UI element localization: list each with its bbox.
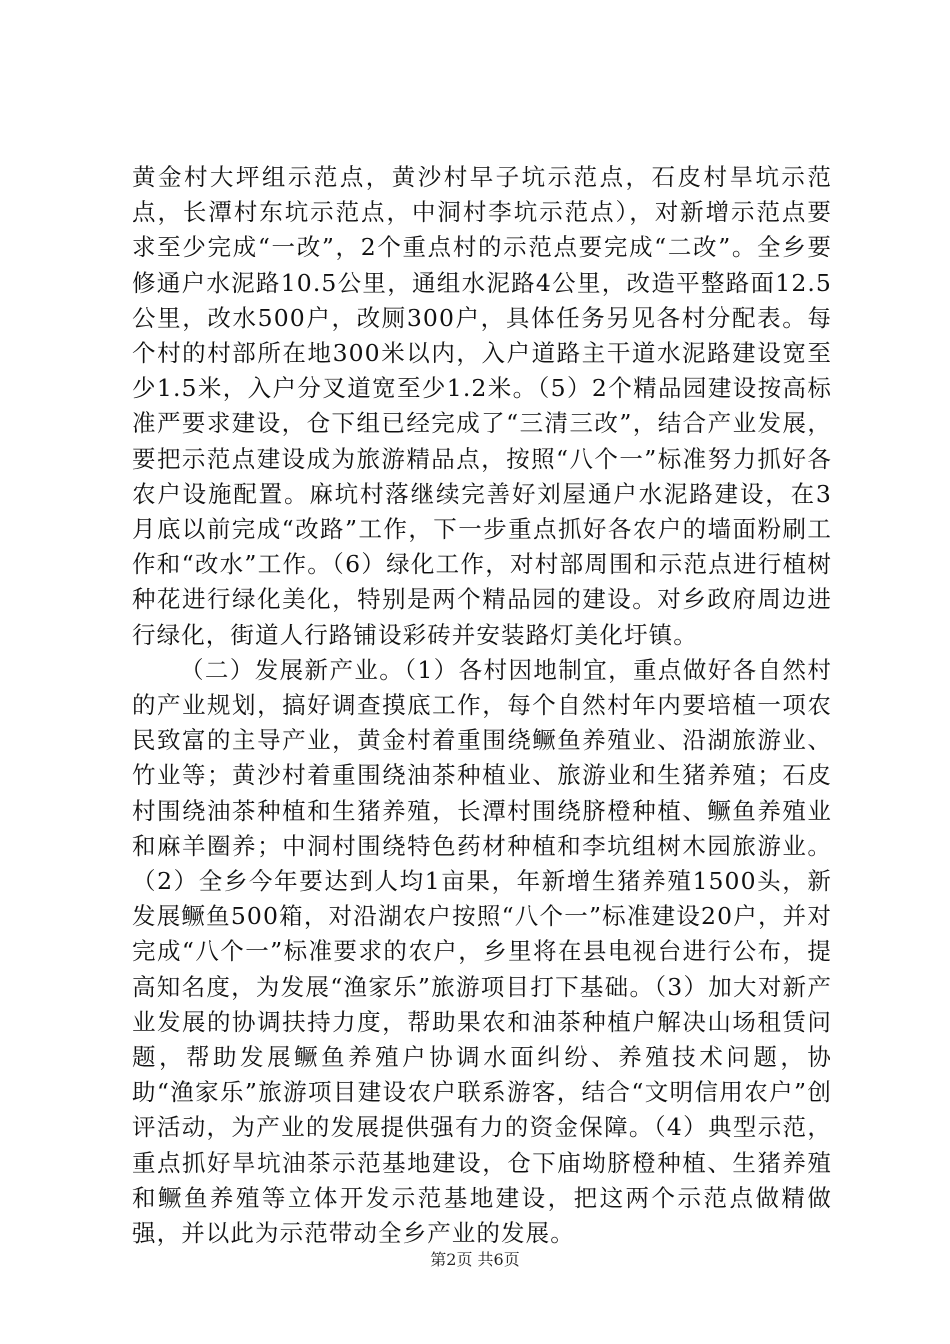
page-number-label: 第2页 共6页	[430, 1250, 520, 1269]
page-footer	[0, 1250, 950, 1270]
paragraph-develop-new-industry: （二）发展新产业。（1）各村因地制宜，重点做好各自然村的产业规划，搞好调查摸底工作，每个自然村年内要培植一项农民致富的主导产业，黄金村着重围绕鳜鱼养殖业、沿湖旅游业、竹业等；黄沙村着重围绕油茶种植业、旅游业和生猪养殖；石皮村围绕油茶种植和生猪养殖，长潭村围绕脐橙种植、鳜鱼养殖业和麻羊圈养；中洞村围绕特色药材种植和李坑组树木园旅游业。（2）全乡今年要达到人均1亩果，年新增生猪养殖1500头，新发展鳜鱼500箱，对沿湖农户按照“八个一”标准建设20户，并对完成“八个一”标准要求的农户，乡里将在县电视台进行公布，提高知名度，为发展“渔家乐”旅游项目打下基础。（3）加大对新产业发展的协调扶持力度，帮助果农和油茶种植户解决山场租赁问题，帮助发展鳜鱼养殖户协调水面纠纷、养殖技术问题，协助“渔家乐”旅游项目建设农户联系游客，结合“文明信用农户”创评活动，为产业的发展提供强有力的资金保障。（4）典型示范，重点抓好旱坑油茶示范基地建设，仓下庙坳脐橙种植、生猪养殖和鳜鱼养殖等立体开发示范基地建设，把这两个示范点做精做强，并以此为示范带动全乡产业的发展。	[132, 655, 832, 1248]
document-body	[132, 160, 832, 1251]
paragraph-continued: 黄金村大坪组示范点，黄沙村早子坑示范点，石皮村旱坑示范点，长潭村东坑示范点，中洞村李坑示范点），对新增示范点要求至少完成“一改”，2个重点村的示范点要完成“二改”。全乡要修通户水泥路10.5公里，通组水泥路4公里，改造平整路面12.5公里，改水500户，改厕300户，具体任务另见各村分配表。每个村的村部所在地300米以内，入户道路主干道水泥路建设宽至少1.5米，入户分叉道宽至少1.2米。（5）2个精品园建设按高标准严要求建设，仓下组已经完成了“三清三改”，结合产业发展，要把示范点建设成为旅游精品点，按照“八个一”标准努力抓好各农户设施配置。麻坑村落继续完善好刘屋通户水泥路建设，在3月底以前完成“改路”工作，下一步重点抓好各农户的墙面粉刷工作和“改水”工作。（6）绿化工作，对村部周围和示范点进行植树种花进行绿化美化，特别是两个精品园的建设。对乡政府周边进行绿化，街道人行路铺设彩砖并安装路灯美化圩镇。	[132, 163, 832, 649]
